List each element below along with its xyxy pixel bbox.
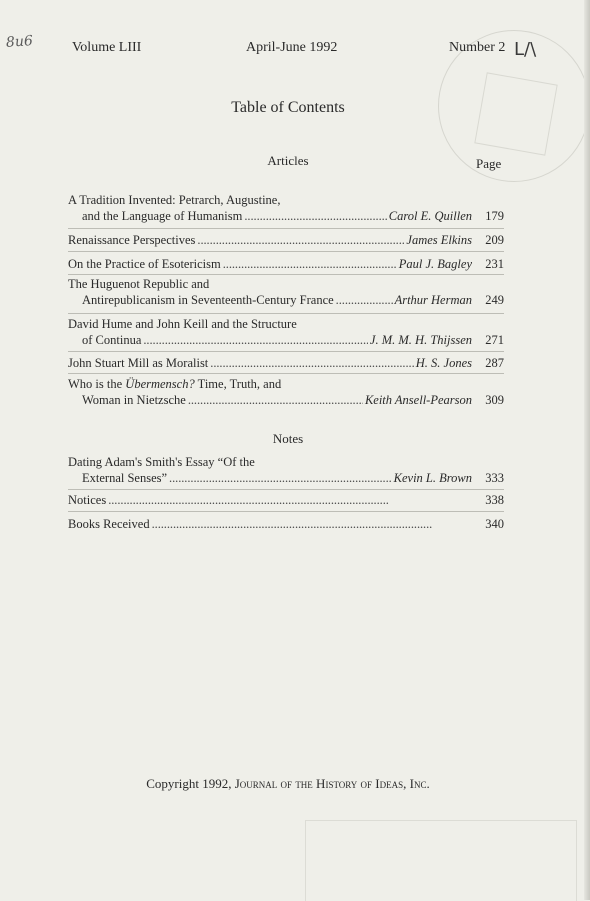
entry-page: 338	[485, 493, 504, 507]
entry-page: 333	[485, 471, 504, 485]
entry-title: Renaissance Perspectives	[68, 233, 196, 247]
entry-title-line2: of Continua	[82, 333, 142, 347]
leader-dots	[197, 232, 404, 248]
entry-title-line1: Dating Adam's Smith's Essay “Of the	[68, 455, 255, 469]
leader-dots	[336, 292, 393, 308]
entry-author: James Elkins	[406, 233, 472, 247]
entry-author: Carol E. Quillen	[388, 209, 472, 223]
leader-dots	[169, 470, 392, 486]
copyright-prefix: Copyright 1992,	[146, 776, 232, 791]
issue-date: April-June 1992	[246, 40, 338, 55]
leader-dots	[152, 516, 470, 532]
divider	[68, 489, 504, 490]
page-column-heading: Page	[476, 156, 502, 171]
entry-page: 231	[485, 257, 504, 271]
entry-title-line2: External Senses”	[82, 471, 168, 485]
issue-number: Number 2	[449, 40, 506, 55]
entry-title-line1: David Hume and John Keill and the Structure	[68, 317, 297, 331]
leader-dots	[143, 332, 368, 348]
entry-page: 309	[485, 393, 504, 407]
articles-heading: Articles	[267, 153, 309, 168]
entry-title-emphasis: Übermensch?	[125, 377, 195, 391]
entry-title-line2: Woman in Nietzsche	[82, 393, 186, 407]
entry-author: J. M. M. H. Thijssen	[369, 333, 472, 347]
entry-page: 340	[485, 517, 504, 531]
toc-entry	[68, 516, 504, 532]
entry-title: John Stuart Mill as Moralist	[68, 356, 209, 370]
volume-label: Volume LIII	[72, 40, 142, 55]
entry-page: 249	[485, 293, 504, 307]
page-title: Table of Contents	[231, 99, 345, 116]
divider	[68, 373, 504, 374]
copyright-publisher: Journal of the History of Ideas, Inc.	[234, 776, 430, 791]
divider	[68, 511, 504, 512]
entry-title-line1-start: Who is the	[68, 377, 126, 391]
entry-title-line1-end: Time, Truth, and	[194, 377, 282, 391]
entry-author: H. S. Jones	[415, 356, 472, 370]
leader-dots	[188, 392, 363, 408]
divider	[68, 251, 504, 252]
leader-dots	[223, 256, 397, 272]
entry-title-line1: A Tradition Invented: Petrarch, Augustine,	[68, 193, 281, 207]
entry-page: 271	[485, 333, 504, 347]
entry-author: Paul J. Bagley	[398, 257, 472, 271]
toc-entry	[68, 316, 504, 348]
toc-entry	[68, 355, 504, 371]
toc-entry	[68, 192, 504, 224]
toc-entry	[68, 492, 504, 508]
divider	[68, 228, 504, 229]
entry-title: On the Practice of Esotericism	[68, 257, 221, 271]
toc-entry	[68, 454, 504, 486]
leader-dots	[108, 492, 470, 508]
page-edge	[584, 0, 590, 900]
entry-title-line1: The Huguenot Republic and	[68, 277, 210, 291]
divider	[68, 351, 504, 352]
divider	[68, 274, 504, 275]
library-stamp-box	[305, 820, 577, 901]
leader-dots	[244, 208, 386, 224]
entry-author: Kevin L. Brown	[393, 471, 472, 485]
toc-entry	[68, 256, 504, 272]
leader-dots	[210, 355, 413, 371]
entry-title-line2: and the Language of Humanism	[82, 209, 243, 223]
margin-annotation: 8u6	[5, 33, 34, 51]
divider	[68, 313, 504, 314]
entry-title-line2: Antirepublicanism in Seventeenth-Century France	[82, 293, 334, 307]
entry-page: 287	[485, 356, 504, 370]
entry-page: 179	[485, 209, 504, 223]
entry-author: Keith Ansell-Pearson	[364, 393, 472, 407]
copyright-line	[0, 776, 576, 792]
entry-title: Books Received	[68, 517, 150, 531]
notes-heading: Notes	[272, 431, 304, 446]
toc-entry	[68, 232, 504, 248]
entry-title: Notices	[68, 493, 107, 507]
entry-author: Arthur Herman	[394, 293, 472, 307]
toc-entry	[68, 276, 504, 308]
handwritten-mark: L/\	[514, 39, 537, 60]
toc-entry	[68, 376, 504, 408]
entry-page: 209	[485, 233, 504, 247]
